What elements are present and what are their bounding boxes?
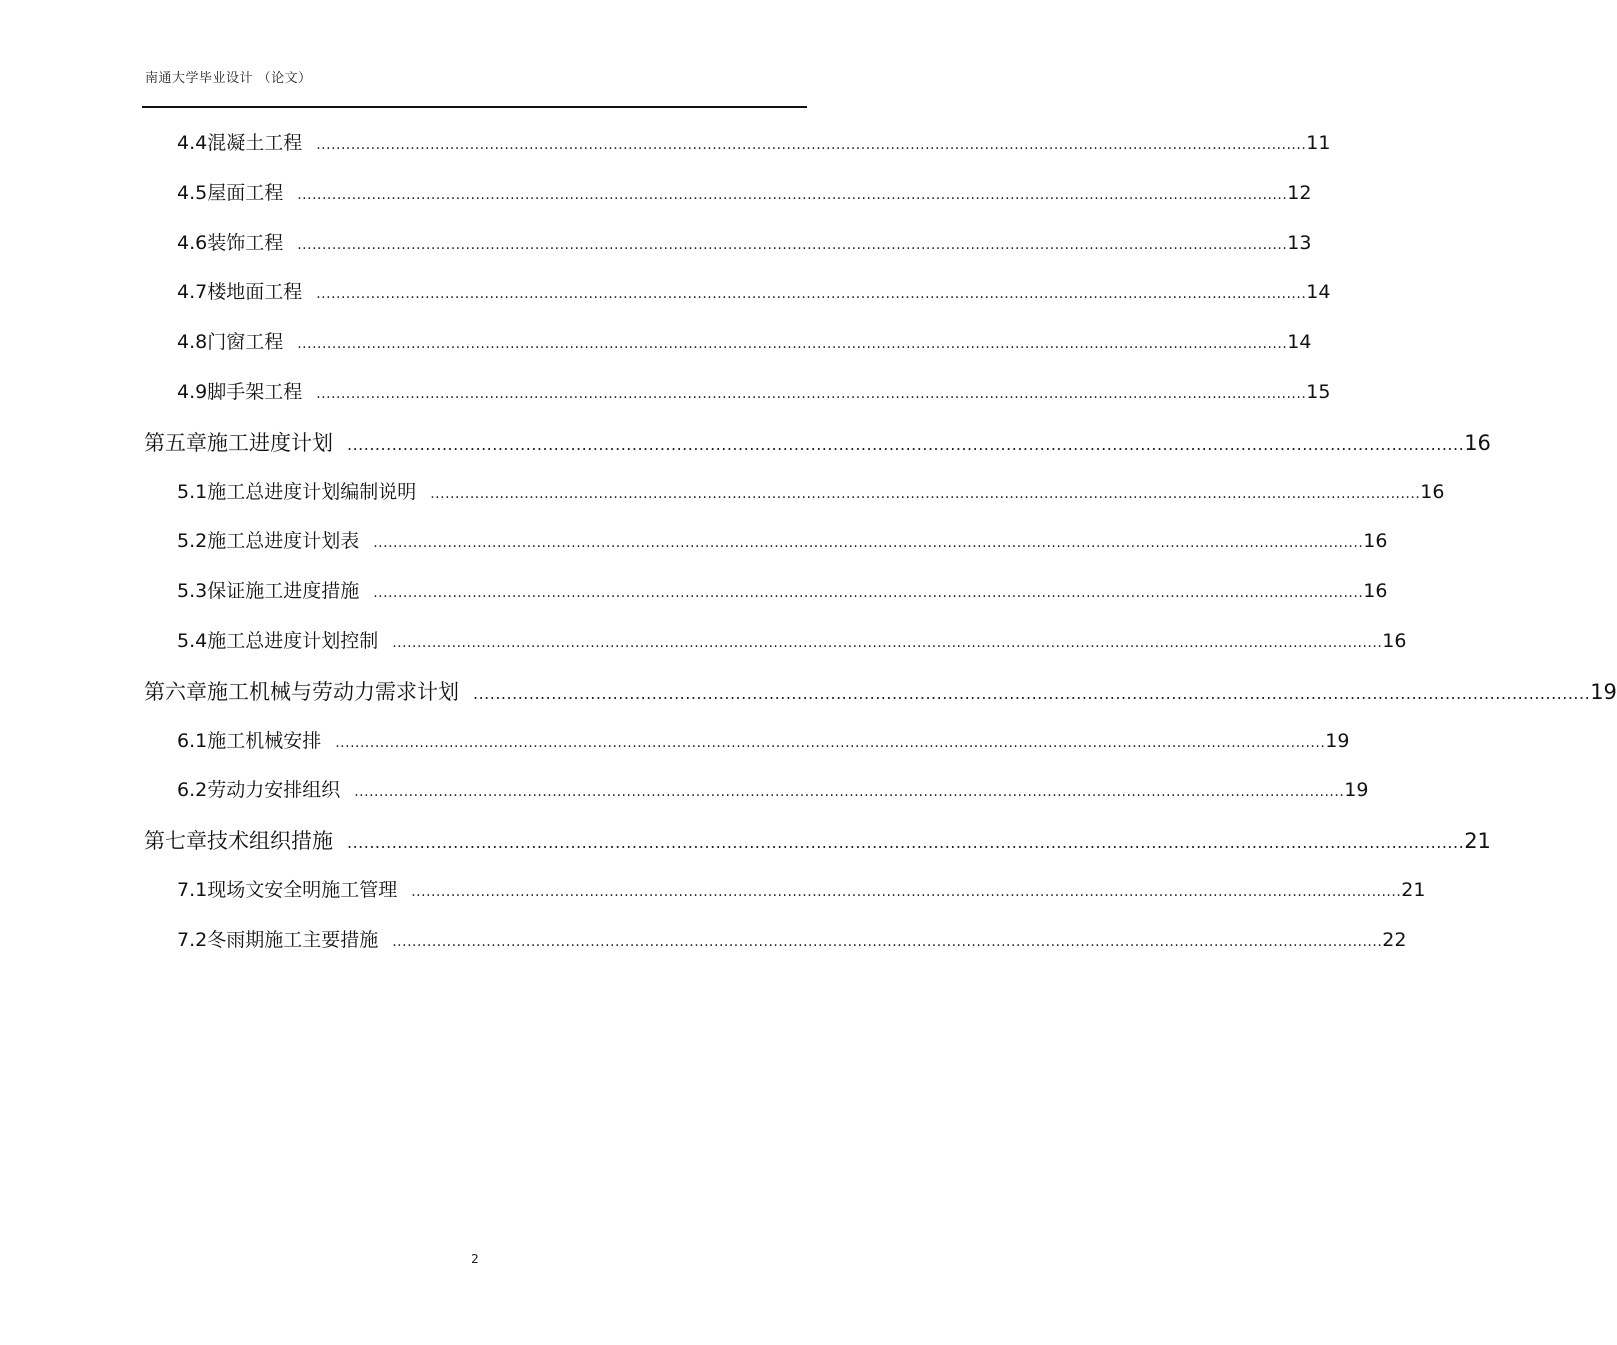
toc-section-entry xyxy=(177,327,1312,357)
toc-section-entry xyxy=(177,526,1388,556)
toc-section-entry xyxy=(177,875,1426,905)
toc-dot-leader: ........................................................................................................................................................................................................ xyxy=(316,386,1307,402)
toc-entry-page: 22 xyxy=(1382,928,1407,951)
toc-entry-number: 4.6 xyxy=(177,231,208,254)
toc-section-entry xyxy=(177,726,1350,756)
toc-section-entry xyxy=(177,576,1388,606)
toc-entry-number: 7.2 xyxy=(177,928,208,951)
toc-dot-leader: ........................................................................................................................................................................................................ xyxy=(473,683,1591,703)
toc-entry-title: 技术组织措施 xyxy=(207,829,333,854)
toc-entry-title: 屋面工程 xyxy=(207,181,284,204)
page-number: 2 xyxy=(471,1252,479,1266)
toc-entry-page: 19 xyxy=(1590,679,1617,704)
toc-chapter-entry xyxy=(144,825,1491,855)
toc-entry-title: 脚手架工程 xyxy=(207,381,303,403)
toc-dot-leader: ........................................................................................................................................................................................................ xyxy=(297,236,1288,253)
toc-dot-leader: ........................................................................................................................................................................................................ xyxy=(347,434,1465,454)
toc-entry-page: 14 xyxy=(1306,281,1331,304)
toc-entry-page: 12 xyxy=(1287,181,1312,204)
toc-entry-page: 16 xyxy=(1464,430,1491,455)
toc-dot-leader: ........................................................................................................................................................................................................ xyxy=(316,137,1307,153)
toc-entry-title: 施工总进度计划表 xyxy=(207,530,360,553)
toc-entry-number: 4.7 xyxy=(177,281,208,304)
toc-section-entry xyxy=(177,477,1445,507)
header-rule xyxy=(142,106,807,108)
toc-entry-number: 5.3 xyxy=(177,580,208,603)
toc-entry-title: 施工总进度计划编制说明 xyxy=(207,480,417,503)
toc-entry-number: 4.8 xyxy=(177,331,208,354)
toc-entry-title: 楼地面工程 xyxy=(207,281,303,304)
toc-entry-page: 16 xyxy=(1363,580,1388,603)
toc-entry-page: 21 xyxy=(1464,829,1491,854)
toc-entry-number: 4.4 xyxy=(177,132,208,154)
toc-entry-title: 保证施工进度措施 xyxy=(207,580,360,603)
toc-dot-leader: ........................................................................................................................................................................................................ xyxy=(347,833,1465,853)
running-header: 南通大学毕业设计 （论文） xyxy=(145,71,312,86)
toc-dot-leader: ........................................................................................................................................................................................................ xyxy=(316,286,1307,303)
toc-entry-title: 冬雨期施工主要措施 xyxy=(207,928,379,951)
toc-entry-title: 施工机械安排 xyxy=(207,729,322,752)
toc-entry-title: 装饰工程 xyxy=(207,231,284,254)
toc-entry-page: 21 xyxy=(1401,879,1426,901)
toc-section-entry xyxy=(177,626,1407,656)
toc-entry-page: 16 xyxy=(1363,530,1388,553)
toc-dot-leader: ........................................................................................................................................................................................................ xyxy=(335,734,1326,751)
toc-entry-number: 5.2 xyxy=(177,530,208,553)
toc-entry-title: 施工总进度计划控制 xyxy=(207,630,379,652)
toc-section-entry xyxy=(177,128,1331,158)
toc-dot-leader: ........................................................................................................................................................................................................ xyxy=(392,635,1383,651)
toc-dot-leader: ........................................................................................................................................................................................................ xyxy=(354,784,1345,801)
toc-entry-title: 现场文安全明施工管理 xyxy=(207,879,398,901)
toc-section-entry xyxy=(177,775,1369,805)
toc-entry-title: 劳动力安排组织 xyxy=(207,779,341,802)
toc-dot-leader: ........................................................................................................................................................................................................ xyxy=(430,485,1421,502)
toc-entry-page: 11 xyxy=(1306,132,1331,154)
toc-entry-number: 5.4 xyxy=(177,630,208,652)
toc-entry-title: 施工机械与劳动力需求计划 xyxy=(207,679,459,704)
toc-dot-leader: ........................................................................................................................................................................................................ xyxy=(297,336,1288,353)
toc-entry-page: 16 xyxy=(1382,630,1407,652)
toc-dot-leader: ........................................................................................................................................................................................................ xyxy=(297,186,1288,203)
toc-section-entry xyxy=(177,178,1312,208)
toc-section-entry xyxy=(177,925,1407,955)
toc-section-entry xyxy=(177,277,1331,307)
toc-chapter-entry xyxy=(144,676,1617,706)
toc-dot-leader: ........................................................................................................................................................................................................ xyxy=(392,933,1383,950)
toc-dot-leader: ........................................................................................................................................................................................................ xyxy=(373,535,1364,552)
toc-entry-page: 14 xyxy=(1287,331,1312,354)
toc-entry-number: 6.1 xyxy=(177,729,208,752)
toc-entry-number: 4.9 xyxy=(177,381,208,403)
toc-section-entry xyxy=(177,228,1312,258)
toc-entry-number: 4.5 xyxy=(177,181,208,204)
toc-entry-page: 19 xyxy=(1344,779,1369,802)
toc-entry-number: 第五章 xyxy=(144,430,207,455)
toc-entry-title: 混凝土工程 xyxy=(207,132,303,154)
toc-dot-leader: ........................................................................................................................................................................................................ xyxy=(411,884,1402,900)
toc-entry-page: 19 xyxy=(1325,729,1350,752)
toc-entry-number: 7.1 xyxy=(177,879,208,901)
toc-entry-number: 6.2 xyxy=(177,779,208,802)
toc-entry-page: 13 xyxy=(1287,231,1312,254)
toc-entry-number: 第七章 xyxy=(144,829,207,854)
toc-entry-title: 施工进度计划 xyxy=(207,430,333,455)
toc-entry-number: 5.1 xyxy=(177,480,208,503)
toc-entry-page: 15 xyxy=(1306,381,1331,403)
toc-dot-leader: ........................................................................................................................................................................................................ xyxy=(373,585,1364,602)
toc-chapter-entry xyxy=(144,427,1491,457)
toc-entry-number: 第六章 xyxy=(144,679,207,704)
toc-entry-title: 门窗工程 xyxy=(207,331,284,354)
toc-section-entry xyxy=(177,377,1331,407)
toc-entry-page: 16 xyxy=(1420,480,1445,503)
